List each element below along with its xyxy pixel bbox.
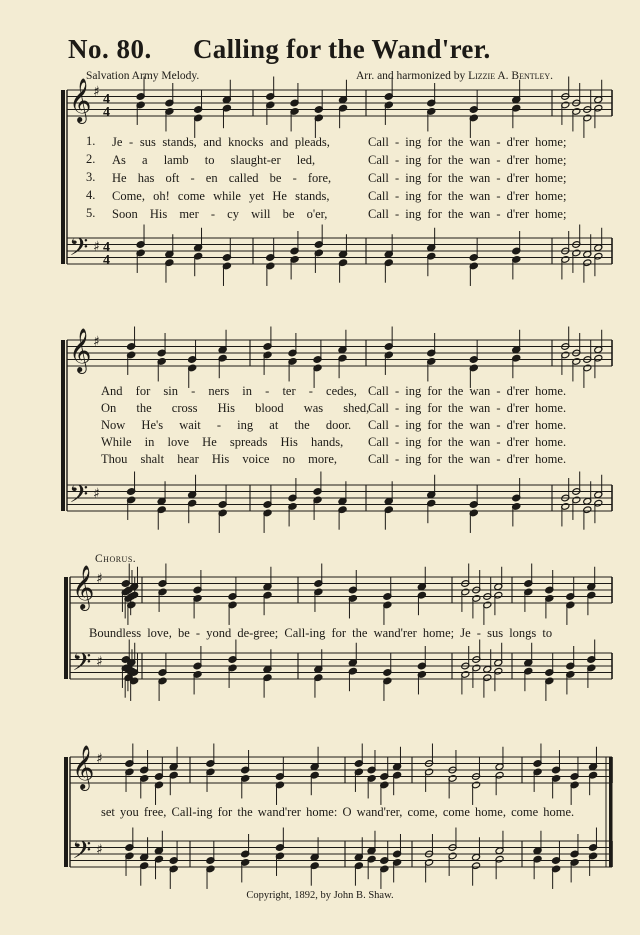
key-sharp: ♯ — [96, 842, 103, 858]
treble-clef: 𝄞 — [69, 328, 92, 372]
arranger-prefix: Arr. and harmonized by — [356, 70, 466, 82]
verse-refrain: Call - ing for the wan - d'rer home; — [368, 189, 567, 203]
verse-refrain: Call - ing for the wan - d'rer home; — [368, 153, 567, 167]
final-bar-thick — [609, 757, 613, 867]
key-sharp: ♯ — [93, 84, 100, 100]
bass-clef: 𝄢 — [69, 233, 89, 268]
verse-line: While in love He spreads His hands, — [101, 435, 344, 449]
arranger-name: Lizzie A. Bentley. — [468, 70, 554, 82]
verse-refrain: Call - ing for the wan - d'rer home. — [368, 452, 567, 466]
verse-line: On the cross His blood was shed, — [101, 401, 370, 415]
verse-line: Soon His mer - cy will be o'er, — [112, 207, 328, 221]
treble-clef: 𝄞 — [69, 78, 92, 122]
time-signature: 4 — [103, 105, 110, 120]
verse-refrain: Call - ing for the wan - d'rer home. — [368, 418, 567, 432]
verse-line: Now He's wait - ing at the door. — [101, 418, 352, 432]
verse-line: He has oft - en called be - fore, — [112, 171, 332, 185]
verse-line: Come, oh! come while yet He stands, — [112, 189, 330, 203]
bass-clef: 𝄢 — [72, 836, 92, 871]
treble-clef: 𝄞 — [72, 745, 95, 789]
verse-line: Thou shalt hear His voice no more, — [101, 452, 337, 466]
hymn-title: Calling for the Wand'rer. — [193, 34, 491, 64]
verse-refrain: Call - ing for the wan - d'rer home; — [368, 171, 567, 185]
verse-number: 3. — [86, 170, 96, 184]
system-bracket — [61, 340, 65, 511]
verse-refrain: Call - ing for the wan - d'rer home. — [368, 435, 567, 449]
treble-clef: 𝄞 — [72, 565, 95, 609]
bass-clef: 𝄢 — [72, 648, 92, 683]
key-sharp: ♯ — [96, 751, 103, 767]
hymn-number: No. 80. — [68, 34, 152, 64]
key-sharp: ♯ — [93, 239, 100, 255]
key-sharp: ♯ — [96, 654, 103, 670]
melody-credit: Salvation Army Melody. — [86, 70, 200, 82]
time-signature: 4 — [103, 253, 110, 268]
verse-number: 4. — [86, 188, 96, 202]
verse-line: As a lamb to slaught-er led, — [112, 153, 316, 167]
verse-refrain: Call - ing for the wan - d'rer home. — [368, 401, 567, 415]
verse-refrain: Call - ing for the wan - d'rer home; — [368, 135, 567, 149]
verse-line: Je - sus stands, and knocks and pleads, — [112, 135, 330, 149]
chorus-line-2: set you free, Call-ing for the wand'rer home: O wand'rer, come, come home, come home. — [101, 805, 575, 819]
key-sharp: ♯ — [93, 334, 100, 350]
copyright-notice: Copyright, 1892, by John B. Shaw. — [246, 890, 394, 901]
key-sharp: ♯ — [96, 571, 103, 587]
chorus-label: Chorus. — [95, 553, 137, 565]
bass-clef: 𝄢 — [69, 480, 89, 515]
verse-line: And for sin - ners in - ter - cedes, — [101, 384, 357, 398]
time-signature: 4 — [103, 92, 110, 107]
verse-number: 1. — [86, 134, 96, 148]
chorus-line-1: Boundless love, be - yond de-gree; Call-ing for the wand'rer home; Je - sus longs to — [89, 626, 553, 640]
system-bracket — [64, 577, 68, 679]
verse-number: 2. — [86, 152, 96, 166]
verse-number: 5. — [86, 206, 96, 220]
time-signature: 4 — [103, 240, 110, 255]
verse-refrain: Call - ing for the wan - d'rer home; — [368, 207, 567, 221]
key-sharp: ♯ — [93, 486, 100, 502]
verse-refrain: Call - ing for the wan - d'rer home. — [368, 384, 567, 398]
system-bracket — [64, 757, 68, 867]
system-bracket — [61, 90, 65, 264]
